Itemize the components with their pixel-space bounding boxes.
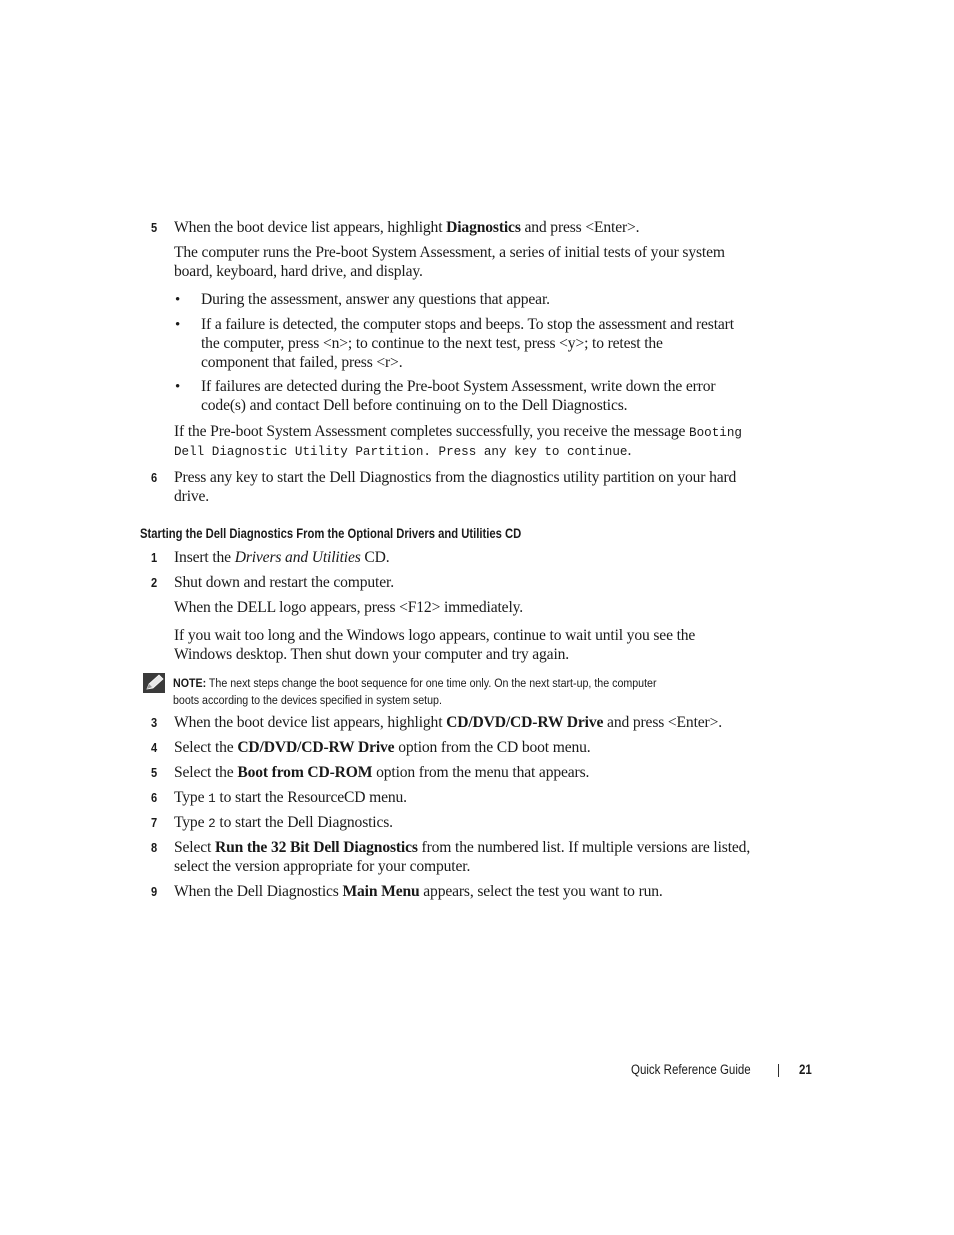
text: Select the bbox=[174, 764, 238, 781]
paragraph-line: Windows desktop. Then shut down your computer and try again. bbox=[174, 646, 570, 663]
code-text: 1 bbox=[208, 792, 216, 806]
bold-term: Run the 32 Bit Dell Diagnostics bbox=[214, 839, 418, 856]
italic-term: Drivers and Utilities bbox=[234, 549, 361, 566]
bullet-icon: • bbox=[175, 379, 181, 395]
code-text: Booting bbox=[689, 426, 742, 440]
step-text bbox=[174, 882, 663, 902]
text: When the Dell Diagnostics bbox=[174, 883, 343, 900]
step-number: 1 bbox=[151, 550, 158, 565]
step-text bbox=[174, 838, 750, 858]
code-text: 2 bbox=[208, 817, 216, 831]
step-number: 6 bbox=[151, 470, 158, 485]
step-text: Press any key to start the Dell Diagnostics from the diagnostics utility partition on your hard bbox=[174, 469, 737, 486]
text: to start the Dell Diagnostics. bbox=[215, 814, 393, 831]
bullet-line: code(s) and contact Dell before continuing on to the Dell Diagnostics. bbox=[201, 397, 628, 414]
note-label: NOTE: bbox=[173, 676, 207, 690]
paragraph-line: The computer runs the Pre-boot System Assessment, a series of initial tests of your system bbox=[174, 244, 725, 261]
text: from the numbered list. If multiple versions are listed, bbox=[417, 839, 751, 856]
step-text bbox=[174, 788, 407, 808]
step-text bbox=[174, 713, 722, 733]
step-text bbox=[174, 218, 639, 238]
step-text: select the version appropriate for your computer. bbox=[174, 858, 471, 875]
text: Select bbox=[174, 839, 215, 856]
text: Select the bbox=[174, 739, 238, 756]
step-number: 2 bbox=[151, 575, 158, 590]
bullet-line: If failures are detected during the Pre-boot System Assessment, write down the error bbox=[201, 378, 716, 395]
text: Type bbox=[174, 814, 209, 831]
text: appears, select the test you want to run. bbox=[419, 883, 663, 900]
text: If the Pre-boot System Assessment completes successfully, you receive the message bbox=[174, 423, 690, 440]
paragraph-line: board, keyboard, hard drive, and display. bbox=[174, 263, 423, 280]
text: . bbox=[627, 442, 632, 459]
text: option from the menu that appears. bbox=[372, 764, 590, 781]
note-pencil-icon bbox=[143, 673, 165, 693]
bullet-icon: • bbox=[175, 292, 181, 308]
step-number: 5 bbox=[151, 220, 158, 235]
step-text bbox=[174, 763, 589, 783]
step-text bbox=[174, 813, 393, 833]
success-message-line bbox=[174, 441, 631, 461]
step-text bbox=[174, 738, 591, 758]
bold-term: CD/DVD/CD-RW Drive bbox=[237, 739, 395, 756]
bullet-line: If a failure is detected, the computer stops and beeps. To stop the assessment and restart bbox=[201, 316, 734, 333]
bullet-line: During the assessment, answer any questions that appear. bbox=[201, 291, 550, 308]
bullet-icon: • bbox=[175, 317, 181, 333]
page-number: 21 bbox=[799, 1062, 812, 1077]
paragraph-line: When the DELL logo appears, press <F12> immediately. bbox=[174, 599, 524, 616]
text: The next steps change the boot sequence for one time only. On the next start-up, the computer bbox=[206, 676, 657, 690]
step-number: 9 bbox=[151, 884, 158, 899]
bold-term: Boot from CD-ROM bbox=[237, 764, 373, 781]
step-number: 3 bbox=[151, 715, 158, 730]
text: option from the CD boot menu. bbox=[394, 739, 591, 756]
step-text bbox=[174, 548, 390, 568]
text: Insert the bbox=[174, 549, 235, 566]
step-number: 5 bbox=[151, 765, 158, 780]
success-message-line bbox=[174, 422, 742, 442]
bullet-line: component that failed, press <r>. bbox=[201, 354, 403, 371]
section-heading: Starting the Dell Diagnostics From the Optional Drivers and Utilities CD bbox=[140, 526, 522, 541]
bold-term: Diagnostics bbox=[446, 219, 521, 236]
bold-term: CD/DVD/CD-RW Drive bbox=[446, 714, 604, 731]
step-text: Shut down and restart the computer. bbox=[174, 574, 394, 591]
bold-term: Main Menu bbox=[342, 883, 420, 900]
text: When the boot device list appears, highlight bbox=[174, 219, 447, 236]
step-number: 6 bbox=[151, 790, 158, 805]
step-number: 4 bbox=[151, 740, 158, 755]
footer-title: Quick Reference Guide bbox=[631, 1062, 751, 1077]
paragraph-line: If you wait too long and the Windows logo appears, continue to wait until you see the bbox=[174, 627, 696, 644]
text: to start the ResourceCD menu. bbox=[215, 789, 407, 806]
text: CD. bbox=[360, 549, 390, 566]
step-number: 8 bbox=[151, 840, 158, 855]
step-text: drive. bbox=[174, 488, 210, 505]
step-number: 7 bbox=[151, 815, 158, 830]
footer-separator: | bbox=[777, 1062, 780, 1077]
text: When the boot device list appears, highlight bbox=[174, 714, 447, 731]
text: and press <Enter>. bbox=[603, 714, 722, 731]
text: Type bbox=[174, 789, 209, 806]
code-text: Dell Diagnostic Utility Partition. Press any key to continue bbox=[174, 445, 628, 459]
bullet-line: the computer, press <n>; to continue to the next test, press <y>; to retest the bbox=[201, 335, 663, 352]
text: and press <Enter>. bbox=[520, 219, 640, 236]
note-line: boots according to the devices specified in system setup. bbox=[173, 693, 442, 707]
